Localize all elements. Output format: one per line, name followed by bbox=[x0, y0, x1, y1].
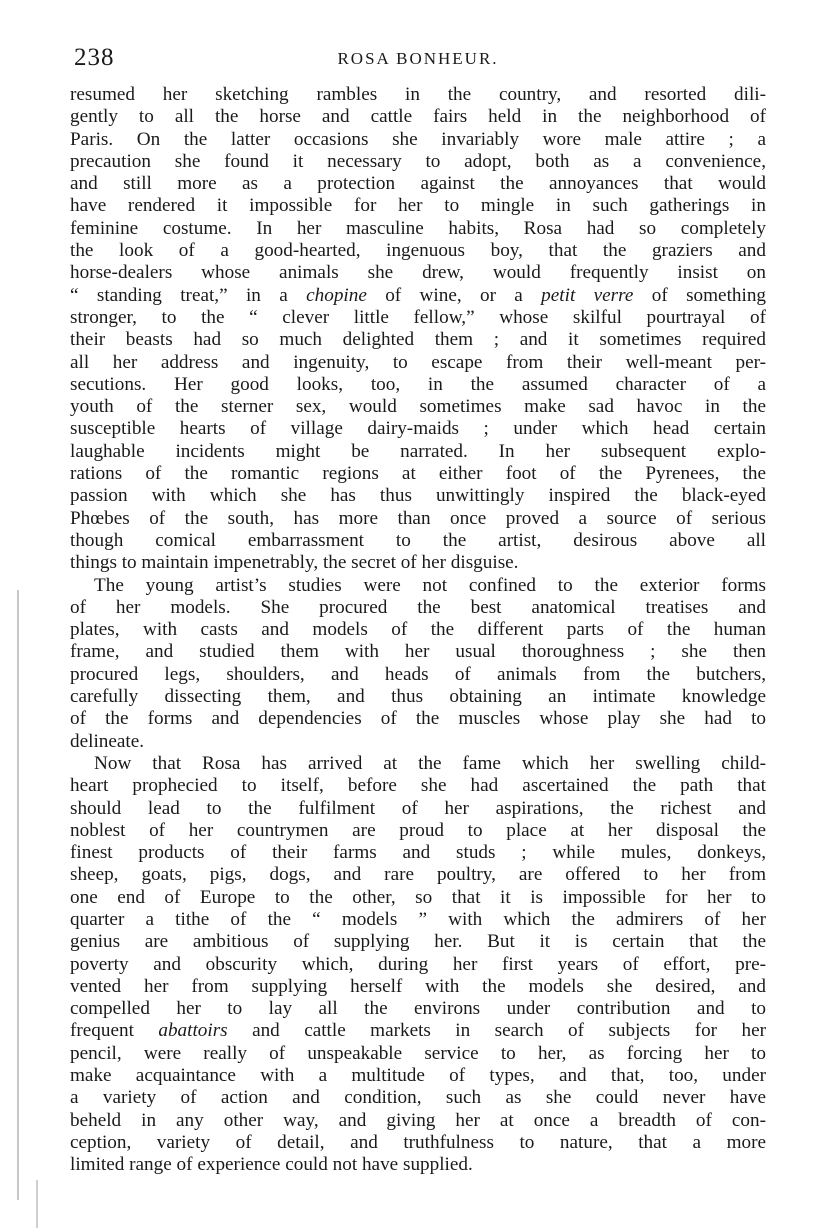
text-line: pencil, were really of unspeakable service to her, as forcing her to bbox=[70, 1042, 766, 1064]
text-line: heart prophecied to itself, before she had ascertained the path that bbox=[70, 775, 766, 797]
text-line: gently to all the horse and cattle fairs held in the neighborhood of bbox=[70, 106, 766, 128]
page-number: 238 bbox=[74, 44, 115, 71]
text-line bbox=[70, 285, 766, 307]
text-line: secutions. Her good looks, too, in the assumed character of a bbox=[70, 373, 766, 395]
text-line: and still more as a protection against the annoyances that would bbox=[70, 173, 766, 195]
text-line: laughable incidents might be narrated. In her subsequent explo- bbox=[70, 440, 766, 462]
text-line: of the forms and dependencies of the muscles whose play she had to bbox=[70, 708, 766, 730]
text-line: The young artist’s studies were not confined to the exterior forms bbox=[94, 574, 766, 596]
text-segment: of wine, or a bbox=[366, 284, 542, 306]
text-line: Paris. On the latter occasions she invariably wore male attire ; a bbox=[70, 128, 766, 150]
bottom-rule bbox=[36, 1180, 38, 1228]
text-segment: frequent bbox=[70, 1020, 159, 1042]
text-line: feminine costume. In her masculine habits, Rosa had so completely bbox=[70, 217, 766, 239]
text-line: one end of Europe to the other, so that it is impossible for her to bbox=[70, 886, 766, 908]
text-line: susceptible hearts of village dairy-maids ; under which head certain bbox=[70, 418, 766, 440]
text-line: all her address and ingenuity, to escape from their well-meant per- bbox=[70, 351, 766, 373]
text-line: horse-dealers whose animals she drew, would frequently insist on bbox=[70, 262, 766, 284]
page-header bbox=[70, 0, 766, 84]
text-line: make acquaintance with a multitude of types, and that, too, under bbox=[70, 1065, 766, 1087]
body-text bbox=[70, 84, 766, 1177]
text-line: limited range of experience could not have supplied. bbox=[70, 1154, 473, 1176]
text-line: Now that Rosa has arrived at the fame which her swelling child- bbox=[94, 752, 766, 774]
text-line: carefully dissecting them, and thus obtaining an intimate knowledge bbox=[70, 686, 766, 708]
text-line: finest products of their farms and studs ; while mules, donkeys, bbox=[70, 842, 766, 864]
book-page bbox=[70, 0, 766, 1176]
text-line: plates, with casts and models of the different parts of the human bbox=[70, 619, 766, 641]
text-line: ception, variety of detail, and truthfulness to nature, that a more bbox=[70, 1131, 766, 1153]
text-line: beheld in any other way, and giving her at once a breadth of con- bbox=[70, 1109, 766, 1131]
text-line: quarter a tithe of the “ models ” with which the admirers of her bbox=[70, 908, 766, 930]
text-line: have rendered it impossible for her to mingle in such gatherings in bbox=[70, 195, 766, 217]
text-line: procured legs, shoulders, and heads of animals from the butchers, bbox=[70, 663, 766, 685]
text-line: noblest of her countrymen are proud to place at her disposal the bbox=[70, 819, 766, 841]
text-line: stronger, to the “ clever little fellow,” whose skilful pourtrayal of bbox=[70, 306, 766, 328]
text-line: rations of the romantic regions at either foot of the Pyrenees, the bbox=[70, 463, 766, 485]
text-line: should lead to the fulfilment of her aspirations, the richest and bbox=[70, 797, 766, 819]
text-line: poverty and obscurity which, during her first years of effort, pre- bbox=[70, 953, 766, 975]
text-line: genius are ambitious of supplying her. But it is certain that the bbox=[70, 931, 766, 953]
text-line: resumed her sketching rambles in the country, and resorted dili- bbox=[70, 84, 766, 105]
italic-term: petit verre bbox=[541, 284, 634, 306]
italic-term: chopine bbox=[306, 284, 367, 306]
text-line: things to maintain impenetrably, the secret of her disguise. bbox=[70, 552, 519, 574]
text-line bbox=[70, 1020, 766, 1042]
text-line: delineate. bbox=[70, 730, 145, 752]
text-line: frame, and studied them with her usual thoroughness ; she then bbox=[70, 641, 766, 663]
text-line: their beasts had so much delighted them ; and it sometimes required bbox=[70, 329, 766, 351]
text-segment: “ standing treat,” in a bbox=[70, 284, 307, 306]
text-line: of her models. She procured the best anatomical treatises and bbox=[70, 596, 766, 618]
text-line: Phœbes of the south, has more than once proved a source of serious bbox=[70, 507, 766, 529]
text-segment: and cattle markets in search of subjects for her bbox=[227, 1020, 766, 1042]
text-line: precaution she found it necessary to adopt, both as a convenience, bbox=[70, 150, 766, 172]
text-line: youth of the sterner sex, would sometimes make sad havoc in the bbox=[70, 396, 766, 418]
italic-term: abattoirs bbox=[158, 1020, 228, 1042]
text-line: though comical embarrassment to the artist, desirous above all bbox=[70, 529, 766, 551]
text-line: passion with which she has thus unwittingly inspired the black-eyed bbox=[70, 485, 766, 507]
margin-rule bbox=[17, 590, 19, 1200]
running-title: ROSA BONHEUR. bbox=[337, 49, 499, 68]
text-segment: of something bbox=[633, 284, 766, 306]
text-line: sheep, goats, pigs, dogs, and rare poultry, are offered to her from bbox=[70, 864, 766, 886]
text-line: a variety of action and condition, such as she could never have bbox=[70, 1087, 766, 1109]
text-line: the look of a good-hearted, ingenuous boy, that the graziers and bbox=[70, 240, 766, 262]
text-line: compelled her to lay all the environs under contribution and to bbox=[70, 998, 766, 1020]
text-line: vented her from supplying herself with the models she desired, and bbox=[70, 975, 766, 997]
